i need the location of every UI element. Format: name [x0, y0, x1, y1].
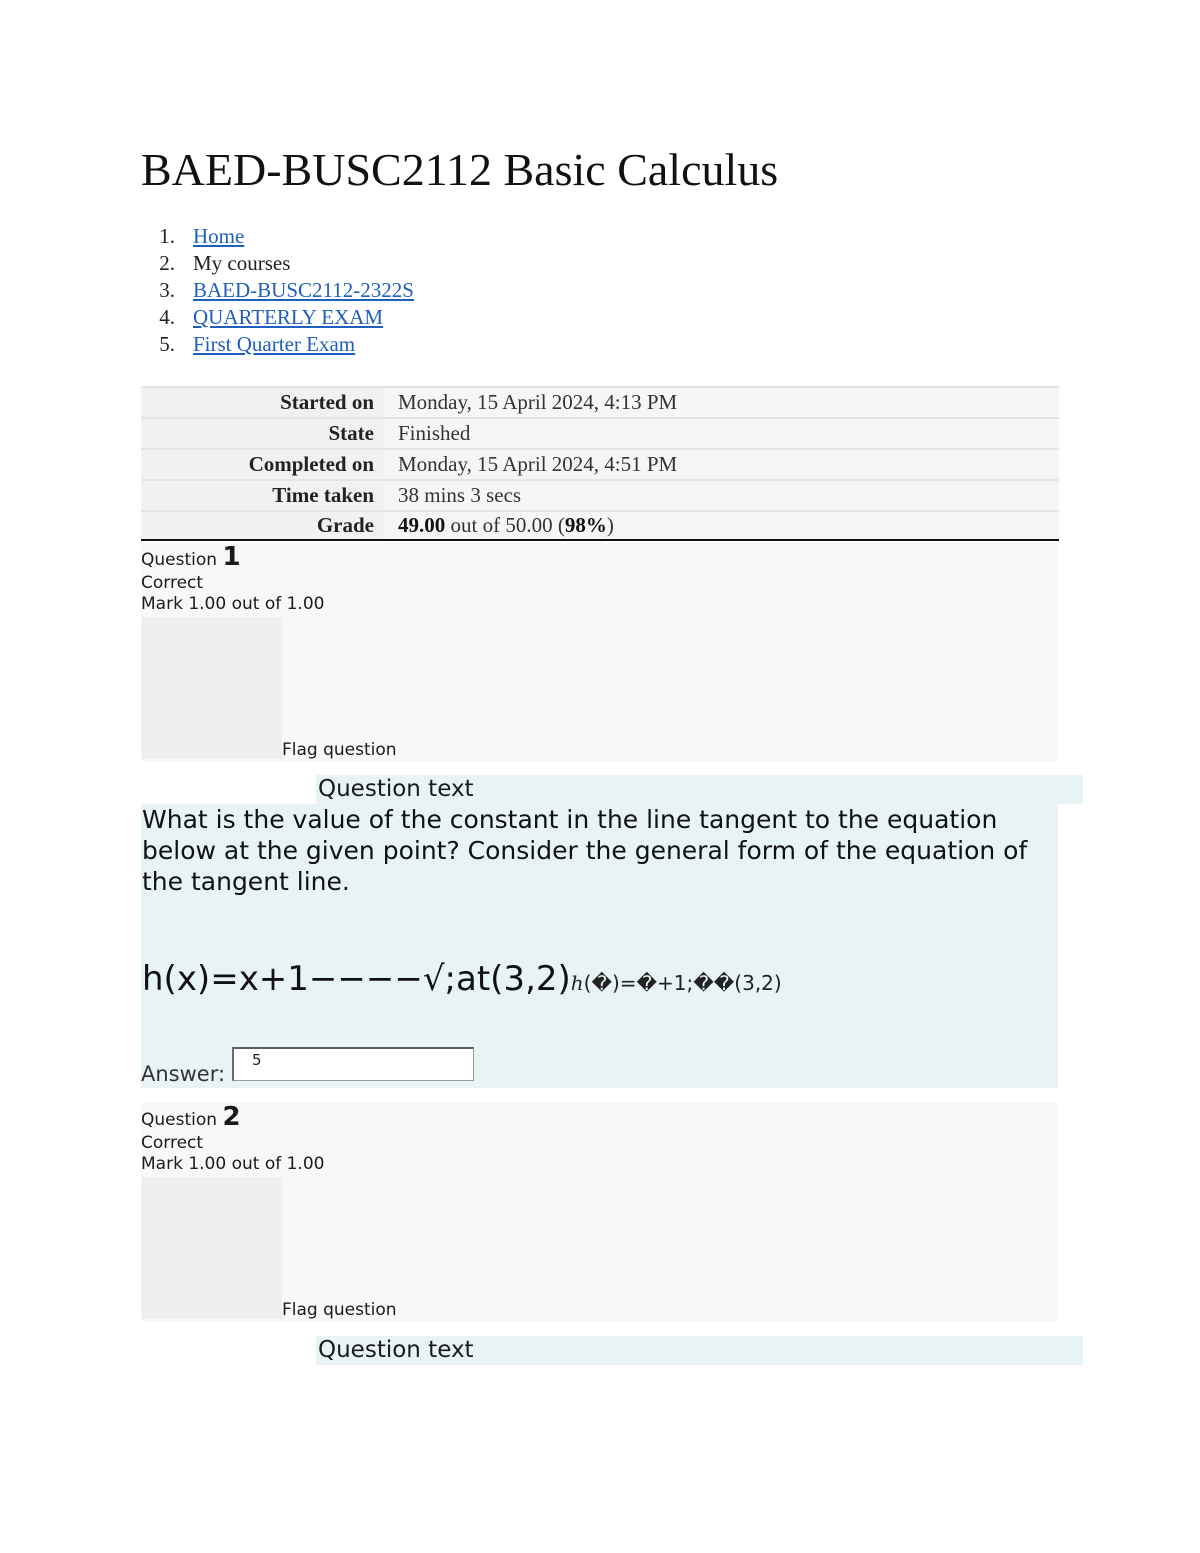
question-state: Correct — [141, 1133, 204, 1153]
question-number: 1 — [222, 542, 241, 572]
summary-label: Time taken — [141, 479, 384, 510]
summary-value: Monday, 15 April 2024, 4:51 PM — [384, 448, 1059, 479]
flag-icon[interactable] — [141, 617, 282, 759]
question-content-1 — [141, 804, 1058, 1088]
breadcrumb-number: 4. — [159, 305, 175, 329]
answer-label: Answer: — [141, 1062, 226, 1086]
summary-label: Started on — [141, 386, 384, 417]
formula-fallback — [571, 971, 782, 995]
breadcrumb-item — [141, 277, 414, 304]
breadcrumb-item — [141, 331, 414, 358]
grade-close: ) — [606, 513, 614, 537]
flag-question-button[interactable]: Flag question — [282, 740, 397, 760]
breadcrumb-link-first-quarter-exam[interactable]: First Quarter Exam — [193, 332, 356, 356]
question-state: Correct — [141, 573, 204, 593]
summary-value: Monday, 15 April 2024, 4:13 PM — [384, 386, 1059, 417]
question-grade: Mark 1.00 out of 1.00 — [141, 1154, 325, 1174]
question-label — [141, 542, 241, 572]
breadcrumb-item — [141, 304, 414, 331]
breadcrumb-item — [141, 250, 414, 277]
question-text-header: Question text — [316, 775, 1083, 804]
grade-percent: 98% — [564, 513, 607, 537]
breadcrumb — [141, 223, 414, 358]
flag-question-button[interactable]: Flag question — [282, 1300, 397, 1320]
summary-value: 38 mins 3 secs — [384, 479, 1059, 510]
summary-value — [384, 510, 1059, 541]
grade-score: 49.00 — [398, 513, 446, 537]
breadcrumb-text-my-courses: My courses — [193, 251, 291, 275]
attempt-summary-table — [141, 386, 1059, 541]
breadcrumb-link-home[interactable]: Home — [193, 224, 245, 248]
question-prompt: What is the value of the constant in the line tangent to the equation below at the given point? Consider the general form of the equation of the tangent line. — [142, 805, 1028, 896]
question-info-2 — [141, 1103, 1058, 1321]
breadcrumb-link-course[interactable]: BAED-BUSC2112-2322S — [193, 278, 414, 302]
formula-fallback-rest: (�)=�+1;��(3,2) — [583, 971, 782, 995]
summary-label: Completed on — [141, 448, 384, 479]
summary-row-state — [141, 417, 1059, 448]
summary-row-started — [141, 386, 1059, 417]
flag-icon[interactable] — [141, 1177, 282, 1319]
breadcrumb-number: 2. — [159, 251, 175, 275]
breadcrumb-item — [141, 223, 414, 250]
summary-row-grade — [141, 510, 1059, 541]
page-title: BAED-BUSC2112 Basic Calculus — [141, 144, 779, 195]
summary-value: Finished — [384, 417, 1059, 448]
formula-rendered: h(x)=x+1−−−−√;at(3,2) — [142, 959, 571, 999]
question-label-text: Question — [141, 550, 218, 570]
question-grade: Mark 1.00 out of 1.00 — [141, 594, 325, 614]
summary-row-completed — [141, 448, 1059, 479]
breadcrumb-number: 1. — [159, 224, 175, 248]
question-info-1 — [141, 543, 1058, 761]
question-label-text: Question — [141, 1110, 218, 1130]
grade-out-of: out of 50.00 ( — [450, 513, 565, 537]
question-text-header: Question text — [316, 1336, 1083, 1365]
breadcrumb-number: 3. — [159, 278, 175, 302]
summary-label: State — [141, 417, 384, 448]
formula-fallback-h: h — [570, 971, 584, 995]
summary-row-time-taken — [141, 479, 1059, 510]
question-label — [141, 1102, 241, 1132]
summary-label: Grade — [141, 510, 384, 541]
breadcrumb-link-quarterly-exam[interactable]: QUARTERLY EXAM — [193, 305, 384, 329]
breadcrumb-number: 5. — [159, 332, 175, 356]
answer-input[interactable]: 5 — [232, 1047, 474, 1081]
question-number: 2 — [222, 1102, 241, 1132]
question-formula — [142, 959, 782, 999]
